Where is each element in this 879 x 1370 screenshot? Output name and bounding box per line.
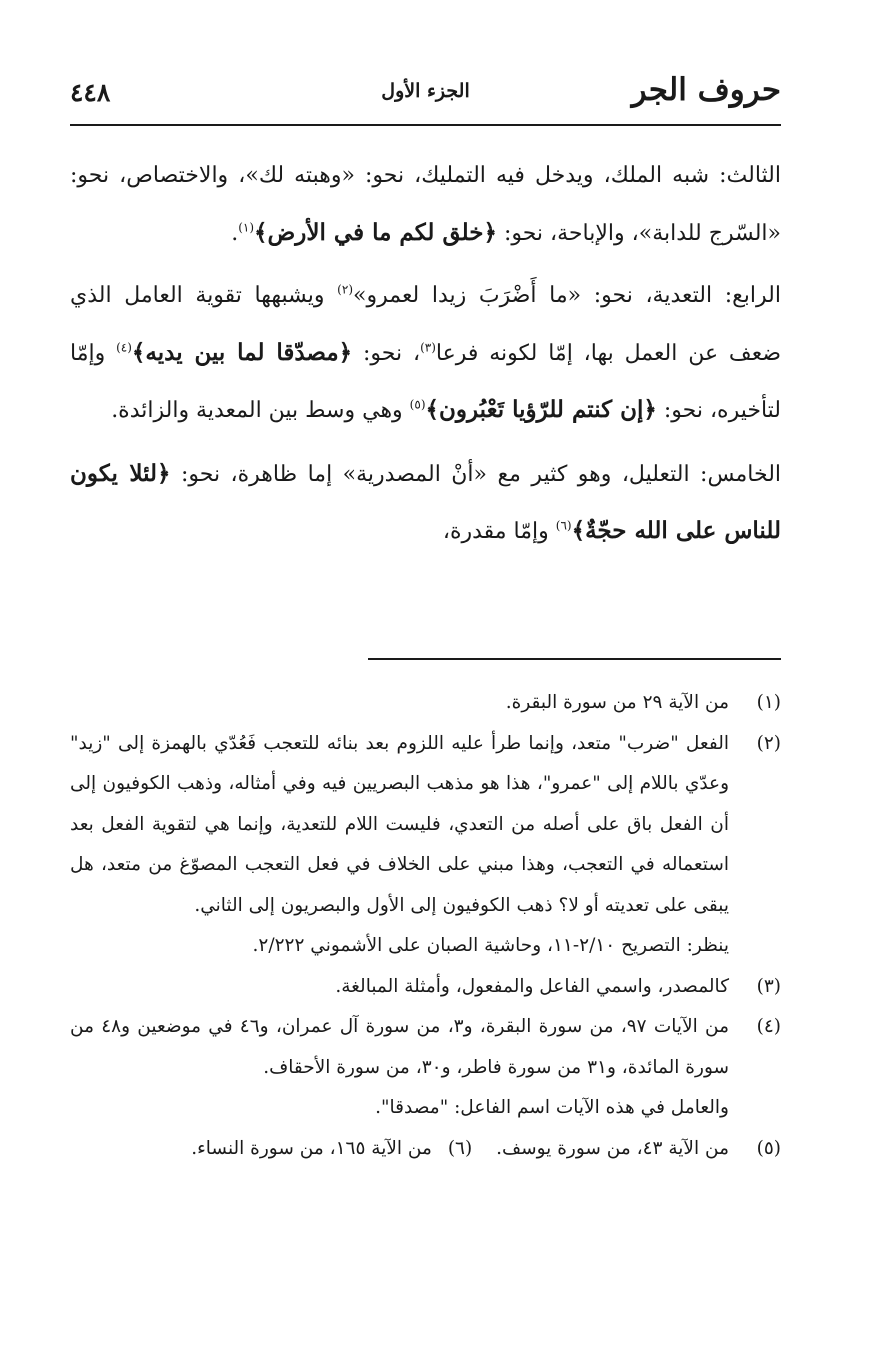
quran-quote: ﴿مصدّقا لما بين يديه﴾ bbox=[131, 338, 353, 366]
footnote-2-reference: ينظر: التصريح ٢/١٠-١١، وحاشية الصبان على الأشموني ٢/٢٢٢. bbox=[252, 935, 729, 956]
footnotes-section bbox=[70, 683, 781, 1169]
footnote-ref: (١) bbox=[238, 220, 255, 235]
footnote-2 bbox=[70, 724, 781, 927]
footnote-text: من الآية ٢٩ من سورة البقرة. bbox=[505, 692, 729, 713]
footnote-text: الفعل "ضرب" متعد، وإنما طرأ عليه اللزوم بعد بنائه للتعجب فَعُدّي بالهمزة إلى "زيد" وعدّي باللام إلى "عمرو"، هذا هو مذهب البصريين فيه وفي أمثاله، وذهب الكوفيون إلى أن الفعل باق على أصله من التعدي، فليست اللام للتعدية، وإنما هي لتقوية الفعل بعد استعماله في التعجب، وهذا مبني على الخلاف في فعل التعجب المصوّغ من متعد، هل يبقى على تعديته أو لا؟ ذهب الكوفيون إلى الأول والبصريون إلى الثاني. bbox=[70, 732, 729, 916]
footnote-text: من الآيات ٩٧، من سورة البقرة، و٣، من سورة آل عمران، و٤٦ في موضعين و٤٨ من سورة المائدة، و٣١ من سورة فاطر، و٣٠، من سورة الأحقاف. bbox=[70, 1016, 729, 1078]
quran-quote: ﴿إن كنتم للرّؤيا تَعْبُرون﴾ bbox=[425, 396, 657, 423]
footnote-text: كالمصدر، واسمي الفاعل والمفعول، وأمثلة المبالغة. bbox=[335, 975, 729, 997]
footnote-number: (٤) bbox=[756, 1016, 781, 1037]
main-text bbox=[70, 148, 781, 567]
header-rule bbox=[70, 124, 781, 126]
footnote-ref: (٦) bbox=[555, 518, 572, 533]
footnote-number: (١) bbox=[756, 692, 781, 713]
footnote-number: (٢) bbox=[756, 732, 781, 754]
paragraph-third-meaning: الثالث: شبه الملك، ويدخل فيه التمليك، نحو: «وهبته لك»، والاختصاص، نحو: «السّرج للدابة»، والإباحة، نحو: ﴿خلق لكم ما في الأرض﴾$^{(١)}$. bbox=[70, 163, 781, 246]
footnote-ref: (٤) bbox=[116, 340, 132, 355]
chapter-title: حروف الجر bbox=[631, 72, 781, 108]
footnote-4 bbox=[70, 1007, 781, 1088]
footnote-ref: (٢) bbox=[337, 282, 353, 297]
footnote-number: (٣) bbox=[756, 975, 781, 997]
footnote-3 bbox=[70, 967, 781, 1008]
paragraph-fourth-meaning: الرابع: التعدية، نحو: «ما أَضْرَبَ زيدا لعمرو»$^{(٢)}$ ويشبهها تقوية العامل الذي ضعف عن العمل بها، إمّا لكونه فرعا$^{(٣)}$، نحو: ﴿مصدّقا لما بين يديه﴾$^{(٤)}$ وإمّا لتأخيره، نحو: ﴿إن كنتم للرّؤيا تَعْبُرون﴾$^{(٥)}$ وهي وسط بين المعدية والزائدة. bbox=[70, 282, 782, 423]
paragraph-fifth-meaning: الخامس: التعليل، وهو كثير مع «أنْ المصدرية» إما ظاهرة، نحو: ﴿لئلا يكون للناس على الله حجّةٌ﴾$^{(٦)}$ وإمّا مقدرة، bbox=[70, 459, 782, 544]
footnote-1 bbox=[70, 683, 781, 724]
footnote-number: (٥) bbox=[756, 1137, 781, 1159]
quran-quote: ﴿خلق لكم ما في الأرض﴾ bbox=[254, 218, 497, 246]
footnote-4-note: والعامل في هذه الآيات اسم الفاعل: "مصدقا". bbox=[375, 1097, 729, 1118]
quran-quote: ﴿لئلا يكون للناس على الله حجّةٌ﴾ bbox=[70, 459, 781, 544]
footnote-text: من الآية ١٦٥، من سورة النساء. bbox=[191, 1137, 432, 1159]
footnote-separator bbox=[368, 658, 781, 660]
footnote-ref: (٥) bbox=[409, 397, 426, 412]
page-number: ٤٤٨ bbox=[70, 78, 111, 107]
footnote-text: من الآية ٤٣، من سورة يوسف. bbox=[496, 1137, 729, 1159]
footnote-ref: (٣) bbox=[420, 340, 436, 355]
volume-label: الجزء الأول bbox=[381, 80, 470, 102]
footnote-5-6 bbox=[70, 1129, 781, 1170]
page-header bbox=[70, 70, 781, 118]
footnote-number: (٦) bbox=[447, 1137, 473, 1159]
